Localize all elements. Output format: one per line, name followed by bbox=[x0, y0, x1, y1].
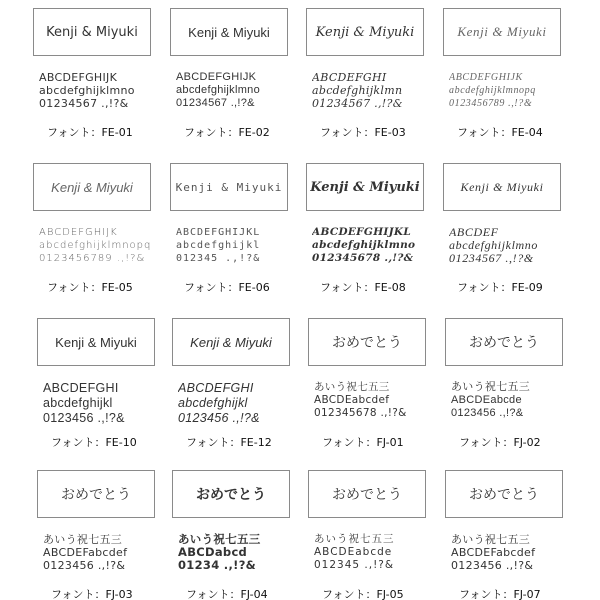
font-code-label: フォント：FE-06 bbox=[184, 281, 270, 294]
sample-box: Kenji & Miyuki bbox=[443, 163, 561, 211]
sample-uppercase: ABCDEFGHIJK bbox=[39, 71, 118, 84]
font-code-label: フォント：FJ-07 bbox=[459, 588, 541, 600]
font-code-label: フォント：FE-09 bbox=[457, 281, 543, 294]
sample-kana: あいう祝七五三 bbox=[178, 533, 261, 546]
sample-box: おめでとう bbox=[445, 318, 563, 366]
sample-uppercase: ABCDEFGHIJK bbox=[449, 72, 523, 83]
sample-digits: 01234567 .,!?& bbox=[449, 252, 534, 265]
sample-digits: 0123456 .,!?& bbox=[43, 411, 125, 425]
sample-digits: 0123456 .,!?& bbox=[178, 411, 260, 425]
font-sample-fe-08 bbox=[306, 163, 446, 313]
font-sample-fj-01 bbox=[308, 318, 448, 468]
glyph-sample bbox=[312, 71, 444, 110]
glyph-sample bbox=[449, 71, 581, 110]
sample-digits: 012345678 .,!?& bbox=[314, 407, 407, 419]
sample-digits: 0123456 .,!?& bbox=[451, 559, 534, 572]
glyph-sample bbox=[312, 226, 444, 265]
font-code-label: フォント：FJ-03 bbox=[51, 588, 133, 600]
font-code-label: フォント：FE-01 bbox=[47, 126, 133, 139]
font-code-label: フォント：FE-04 bbox=[457, 126, 543, 139]
sample-latin: ABCDEabcde bbox=[451, 394, 522, 406]
sample-box: Kenji & Miyuki bbox=[170, 8, 288, 56]
font-sample-fj-07 bbox=[445, 470, 585, 600]
font-sample-fe-02 bbox=[170, 8, 310, 158]
sample-latin: ABCDEabcde bbox=[314, 546, 393, 558]
sample-lowercase: abcdefghijkl bbox=[43, 396, 113, 410]
glyph-sample bbox=[176, 226, 308, 265]
sample-box: Kenji & Miyuki bbox=[172, 318, 290, 366]
font-code-label: フォント：FE-05 bbox=[47, 281, 133, 294]
font-sample-fe-04 bbox=[443, 8, 583, 158]
font-code-label: フォント：FJ-01 bbox=[322, 436, 404, 449]
sample-box: おめでとう bbox=[37, 470, 155, 518]
glyph-sample bbox=[451, 381, 583, 420]
sample-lowercase: abcdefghijklmno bbox=[39, 84, 135, 97]
sample-uppercase: ABCDEFGHIJKL bbox=[176, 227, 261, 238]
sample-lowercase: abcdefghijklmno bbox=[312, 239, 416, 251]
font-sample-fe-10 bbox=[37, 318, 177, 468]
sample-lowercase: abcdefghijklmnopq bbox=[449, 85, 536, 96]
sample-kana: あいう祝七五三 bbox=[314, 533, 395, 545]
sample-digits: 0123456789 .,!?& bbox=[449, 98, 533, 109]
sample-digits: 0123456789 .,!?& bbox=[39, 253, 146, 264]
sample-kana: あいう祝七五三 bbox=[451, 381, 531, 393]
sample-digits: 012345 .,!?& bbox=[176, 253, 261, 264]
sample-digits: 0123456 .,!?& bbox=[451, 407, 524, 419]
glyph-sample bbox=[314, 533, 446, 572]
glyph-sample bbox=[451, 533, 583, 572]
sample-box: おめでとう bbox=[308, 318, 426, 366]
font-code-label: フォント：FJ-04 bbox=[186, 588, 268, 600]
font-sample-fe-05 bbox=[33, 163, 173, 313]
font-code-label: フォント：FE-03 bbox=[320, 126, 406, 139]
font-sample-fe-09 bbox=[443, 163, 583, 313]
sample-lowercase: abcdefghijkl bbox=[176, 240, 261, 251]
sample-kana: あいう祝七五三 bbox=[314, 381, 390, 393]
sample-lowercase: abcdefghijklmno bbox=[176, 84, 260, 96]
sample-latin: ABCDEFabcdef bbox=[43, 546, 128, 559]
glyph-sample bbox=[176, 71, 308, 110]
font-sample-fj-03 bbox=[37, 470, 177, 600]
glyph-sample bbox=[39, 71, 171, 110]
font-sample-fe-03 bbox=[306, 8, 446, 158]
sample-kana: あいう祝七五三 bbox=[451, 533, 531, 546]
sample-latin: ABCDEFabcdef bbox=[451, 546, 536, 559]
font-code-label: フォント：FE-10 bbox=[51, 436, 137, 449]
font-sample-fe-12 bbox=[172, 318, 312, 468]
sample-box: Kenji & Miyuki bbox=[33, 8, 151, 56]
sample-digits: 0123456 .,!?& bbox=[43, 559, 126, 572]
glyph-sample bbox=[178, 533, 310, 572]
glyph-sample bbox=[43, 381, 175, 426]
sample-digits: 012345 .,!?& bbox=[314, 559, 395, 571]
sample-lowercase: abcdefghijklmnopq bbox=[39, 240, 152, 251]
sample-box: Kenji & Miyuki bbox=[306, 8, 424, 56]
glyph-sample bbox=[39, 226, 171, 265]
sample-digits: 01234567 .,!?& bbox=[39, 97, 129, 110]
sample-kana: あいう祝七五三 bbox=[43, 533, 123, 546]
font-sample-fe-06 bbox=[170, 163, 310, 313]
sample-latin: ABCDabcd bbox=[178, 546, 248, 559]
sample-box: Kenji & Miyuki bbox=[37, 318, 155, 366]
sample-latin: ABCDEabcdef bbox=[314, 394, 390, 406]
sample-uppercase: ABCDEFGHIJKL bbox=[312, 226, 412, 238]
sample-box: おめでとう bbox=[445, 470, 563, 518]
sample-uppercase: ABCDEF bbox=[449, 226, 499, 239]
sample-lowercase: abcdefghijklmn bbox=[312, 84, 403, 97]
sample-box: Kenji & Miyuki bbox=[306, 163, 424, 211]
sample-uppercase: ABCDEFGHI bbox=[43, 381, 119, 395]
font-code-label: フォント：FJ-02 bbox=[459, 436, 541, 449]
font-code-label: フォント：FJ-05 bbox=[322, 588, 404, 600]
font-code-label: フォント：FE-02 bbox=[184, 126, 270, 139]
font-sample-fj-05 bbox=[308, 470, 448, 600]
sample-digits: 01234567 .,!?& bbox=[176, 97, 255, 109]
sample-uppercase: ABCDEFGHIJK bbox=[176, 71, 257, 83]
sample-box: おめでとう bbox=[172, 470, 290, 518]
font-sample-fj-04 bbox=[172, 470, 312, 600]
sample-digits: 01234 .,!?& bbox=[178, 559, 256, 572]
sample-box: おめでとう bbox=[308, 470, 426, 518]
sample-box: Kenji & Miyuki bbox=[443, 8, 561, 56]
sample-digits: 01234567 .,!?& bbox=[312, 97, 403, 110]
sample-uppercase: ABCDEFGHI bbox=[312, 71, 387, 84]
sample-box: Kenji & Miyuki bbox=[170, 163, 288, 211]
font-code-label: フォント：FE-12 bbox=[186, 436, 272, 449]
sample-uppercase: ABCDEFGHI bbox=[178, 381, 254, 395]
sample-box: Kenji & Miyuki bbox=[33, 163, 151, 211]
sample-uppercase: ABCDEFGHIJK bbox=[39, 227, 118, 238]
glyph-sample bbox=[43, 533, 175, 572]
font-sample-fj-02 bbox=[445, 318, 585, 468]
sample-lowercase: abcdefghijklmno bbox=[449, 239, 538, 252]
glyph-sample bbox=[178, 381, 310, 426]
glyph-sample bbox=[314, 381, 446, 420]
font-sample-fe-01 bbox=[33, 8, 173, 158]
glyph-sample bbox=[449, 226, 581, 265]
sample-digits: 012345678 .,!?& bbox=[312, 252, 414, 264]
font-code-label: フォント：FE-08 bbox=[320, 281, 406, 294]
sample-lowercase: abcdefghijkl bbox=[178, 396, 248, 410]
